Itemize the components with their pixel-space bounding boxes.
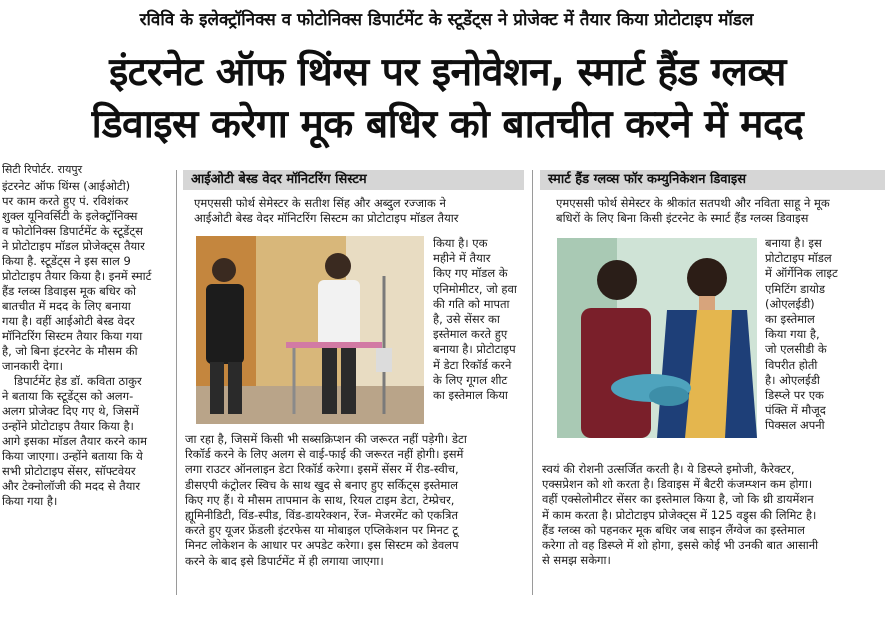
text-line: (ओएलईडी) [765,296,815,311]
section-1-side [433,236,517,403]
text-line: हैंड ग्लव्स को पहनकर मूक बधिर जब साइन लैंग्वेज का इस्तेमाल [542,522,805,537]
column-line: उन्होंने प्रोटोटाइप तैयार किया है। [2,419,134,433]
text-line: किया गया है, [765,327,820,342]
column-line: किया गया है। [2,494,58,508]
text-line: पिक्सल अपनी [765,418,825,433]
smart-glove-illustration [557,238,757,438]
section-1-bottom [185,432,467,569]
text-line: करने के बाद इसे डिपार्टमेंट में ही लगाया जाएगा। [185,553,384,568]
text-line: ह्यूमिनीडिटी, विंड-स्पीड, विंड-डायरेक्शन, रेंज- मेजरमेंट को एकत्रित [185,508,459,523]
text-line: जा रहा है, जिसमें किसी भी सब्सक्रिप्शन की जरूरत नहीं पड़ेगी। डेटा [185,432,467,446]
text-line: किए गए मॉडल के [433,266,508,281]
text-line: में डेटा रिकॉर्ड करने [433,357,512,372]
text-line: एमएससी फोर्थ सेमेस्टर के श्रीकांत सतपथी और नविता साहू ने मूक [556,196,830,210]
byline: सिटी रिपोर्टर. रायपुर [2,163,83,176]
text-line: में ऑर्गेनिक लाइट [765,266,838,281]
text-line: डिस्प्ले पर एक [765,388,824,403]
column-line: जानकारी देगा। [2,359,63,373]
text-line: किए गए हैं। ये मौसम तापमान के साथ, रियल टाइम डेटा, टेम्प्रेचर, [185,492,455,507]
text-line: से समझ सकेगा। [542,553,611,568]
column-line: किया जाएगा। उन्होंने बताया कि ये [2,449,143,463]
weather-system-photo [196,236,424,424]
text-line: है। ओएलईडी [765,372,820,387]
column-line: है, जो बिना इंटरनेट के मौसम की [2,344,138,358]
column-line: आगे इसका मॉडल तैयार करने काम [2,434,148,448]
text-line: पंक्ति में मौजूद [765,403,826,418]
text-line: करेगा तो वह डिस्प्ले में शो होगा, इससे कोई भी उनकी बात आसानी [542,538,819,553]
column-line: ने बताया कि स्टूडेंट्स को अलग- [2,389,134,403]
text-line: किया है। एक [433,236,488,250]
headline-line-1: इंटरनेट ऑफ थिंग्स पर इनोवेशन, स्मार्ट हैंड ग्लव्स [109,50,786,95]
weather-system-illustration [196,236,424,424]
text-line: जो एलसीडी के [765,342,827,357]
column-line: प्रोटोटाइप तैयार किया है। इनमें स्मार्ट [2,269,152,283]
text-line: लगा राउटर ऑनलाइन डेटा रिकॉर्ड करेगा। इसमें सेंसर में रीड-स्वीच, [185,462,459,477]
column-line: डिपार्टमेंट हेड डॉ. कविता ठाकुर [14,374,142,388]
text-line: के लिए गूगल शीट [433,372,508,387]
headline-line-2: डिवाइस करेगा मूक बधिर को बातचीत करने में मदद [91,102,804,147]
column-line: शुक्ल यूनिवर्सिटी के इलेक्ट्रॉनिक्स [2,209,138,223]
section-2-intro [556,196,830,226]
text-line: मिनट लोकेशन के आधार पर अपडेट करेगा। इस सिस्टम को डेवलप [185,538,459,553]
text-line: वहीं एक्सेलोमीटर सेंसर का इस्तेमाल किया है, जो कि थ्री डायमेंशन [542,492,814,507]
section-2-heading: स्मार्ट हैंड ग्लव्स फॉर कम्युनिकेशन डिवाइस [540,170,885,190]
column-line: सभी प्रोटोटाइप सेंसर, सॉफ्टवेयर [2,464,136,478]
column-line: मॉनिटरिंग सिस्टम तैयार किया गया [2,329,143,343]
smart-glove-photo [557,238,757,438]
section-2-side [765,236,838,434]
section-1-intro [194,196,458,226]
text-line: रिकॉर्ड करने के लिए अलग से वाई-फाई की जरूरत नहीं होगी। इसमें [185,447,464,462]
text-line: बनाया है। प्रोटोटाइप [433,342,516,357]
column-rule [532,170,533,595]
text-line: आईओटी बेस्ड वेदर मॉनिटरिंग सिस्टम का प्रोटोटाइप मॉडल तैयार [194,211,459,226]
column-line: और टेक्नोलॉजी की मदद से तैयार [2,479,141,493]
section-1-heading: आईओटी बेस्ड वेदर मॉनिटरिंग सिस्टम [183,170,524,190]
column-line: व फोटोनिक्स डिपार्टमेंट के स्टूडेंट्स [2,224,143,238]
text-line: स्वयं की रोशनी उत्सर्जित करती है। ये डिस्प्ले इमोजी, कैरेक्टर, [542,462,795,476]
text-line: बनाया है। इस [765,236,822,250]
text-line: की गति को मापता [433,296,510,311]
column-1-body [2,179,170,509]
section-2-bottom [542,462,818,568]
column-line: पर काम करते हुए पं. रविशंकर [2,194,129,208]
text-line: इस्तेमाल करते हुए [433,327,508,342]
text-line: है, उसे सेंसर का [433,312,500,327]
text-line: में काम करता है। प्रोटोटाइप प्रोजेक्ट्स में 125 वड्र्स की लिमिट है। [542,507,817,522]
column-line: गया है। वहीं आईओटी बेस्ड वेदर [2,314,135,328]
text-line: बधिरों के लिए बिना किसी इंटरनेट के स्मार्ट हैंड ग्लव्स डिवाइस [556,211,809,226]
text-line: विपरीत होती [765,357,818,372]
column-line: बातचीत में मदद के लिए बनाया [2,299,131,313]
kicker-banner [8,6,885,34]
kicker-text: रविवि के इलेक्ट्रॉनिक्स व फोटोनिक्स डिपार्टमेंट के स्टूडेंट्स ने प्रोजेक्ट में तैयार किया प्रोटोटाइप मॉडल [139,10,754,30]
text-line: प्रोटोटाइप मॉडल [765,251,832,266]
column-line: इंटरनेट ऑफ थिंग्स (आईओटी) [2,179,131,193]
column-rule [176,170,177,595]
text-line: डीसएपी कंट्रोलर स्विच के साथ खुद से बनाए हुए सर्किट्स इस्तेमाल [185,477,459,492]
text-line: करते हुए यूजर फ्रेंडली इंटरफेस या मोबाइल एप्लिकेशन पर मिनट टू [185,523,459,538]
text-line: एमएससी फोर्थ सेमेस्टर के सतीश सिंह और अब्दुल रज्जाक ने [194,196,446,210]
text-line: का इस्तेमाल [765,312,815,327]
text-line: एनिमोमीटर, जो हवा [433,281,517,296]
text-line: एमिटिंग डायोड [765,281,826,296]
column-line: ने प्रोटोटाइप मॉडल प्रोजेक्ट्स तैयार [2,239,145,253]
column-line: हैंड ग्लव्स डिवाइस मूक बधिर को [2,284,136,298]
text-line: एक्सप्रेशन को शो करता है। डिवाइस में बैटरी कंजम्प्शन कम होगा। [542,477,813,492]
column-line: अलग प्रोजेक्ट दिए गए थे, जिसमें [2,404,139,418]
column-line: किया है. स्टूडेंट्स ने इस साल 9 [2,254,131,268]
text-line: महीने में तैयार [433,251,491,266]
text-line: का इस्तेमाल किया [433,388,508,403]
